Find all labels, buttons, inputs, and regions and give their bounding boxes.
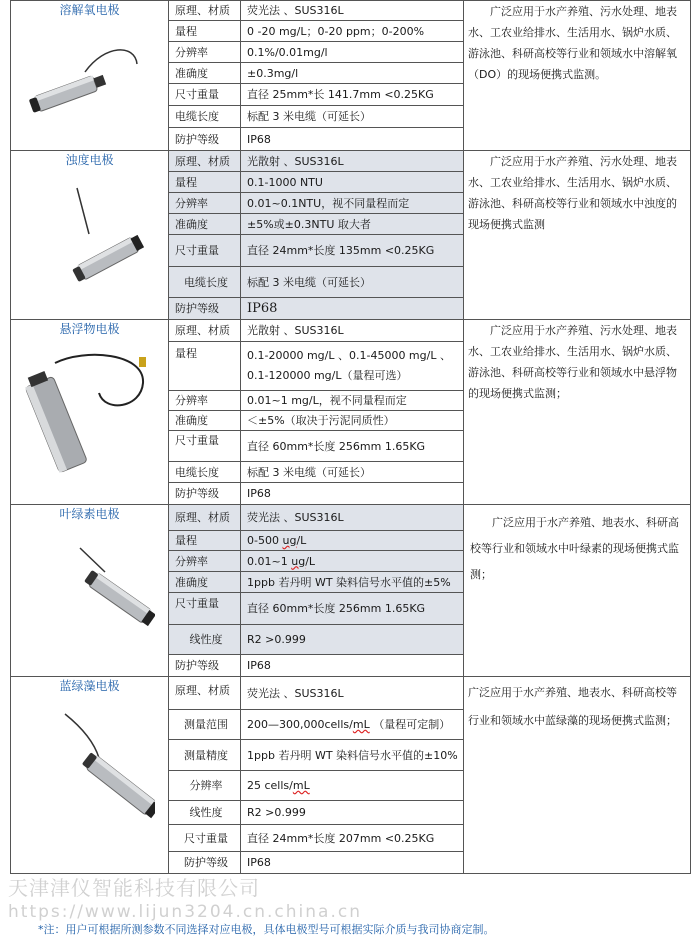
product-description bbox=[464, 505, 691, 677]
spec-label: 准确度 bbox=[169, 214, 241, 235]
product-cell bbox=[11, 1, 169, 151]
product-name: 溶解氧电极 bbox=[59, 3, 120, 17]
spec-value: 200—300,000cells/mL （量程可定制） bbox=[241, 710, 464, 740]
product-name: 叶绿素电极 bbox=[59, 507, 120, 521]
spec-value: IP68 bbox=[241, 483, 464, 505]
spec-label: 量程 bbox=[169, 21, 241, 42]
bga-probe-image bbox=[25, 700, 155, 830]
spec-value: 直径 24mm*长度 207mm <0.25KG bbox=[241, 825, 464, 852]
unit-ug: ug bbox=[291, 554, 306, 568]
spec-value: 标配 3 米电缆（可延长） bbox=[241, 462, 464, 483]
product-name: 悬浮物电极 bbox=[59, 322, 120, 336]
spec-label: 分辨率 bbox=[169, 42, 241, 63]
spec-label: 准确度 bbox=[169, 572, 241, 593]
spec-label: 尺寸重量 bbox=[169, 431, 241, 462]
spec-label: 量程 bbox=[169, 342, 241, 391]
spec-value: 直径 60mm*长度 256mm 1.65KG bbox=[241, 593, 464, 625]
description-text: 广泛应用于水产养殖、污水处理、地表水、工农业给排水、生活用水、锅炉水质、游泳池、科研高校等行业和领域水中溶解氧（DO）的现场便携式监测。 bbox=[468, 5, 677, 81]
watermark-company: 天津津仪智能科技有限公司 bbox=[8, 876, 260, 900]
spec-label: 线性度 bbox=[169, 625, 241, 655]
spec-label: 量程 bbox=[169, 172, 241, 193]
product-name: 浊度电极 bbox=[65, 153, 114, 167]
spec-label: 分辨率 bbox=[169, 771, 241, 801]
spec-value: 0.01~1 ug/L bbox=[241, 551, 464, 572]
unit-ml: mL bbox=[352, 718, 370, 731]
spec-label: 防护等级 bbox=[169, 483, 241, 505]
spec-value: IP68 bbox=[241, 852, 464, 874]
spec-value: IP68 bbox=[241, 655, 464, 677]
do-probe-image bbox=[25, 24, 155, 124]
product-cell bbox=[11, 151, 169, 320]
product-description bbox=[464, 1, 691, 151]
tss-probe-image bbox=[25, 343, 155, 483]
spec-value: 光散射 、SUS316L bbox=[241, 320, 464, 342]
spec-value: 荧光法 、SUS316L bbox=[241, 677, 464, 710]
spec-value: 0 -20 mg/L；0-20 ppm；0-200% bbox=[241, 21, 464, 42]
spec-value: IP68 bbox=[241, 298, 464, 320]
spec-value: ±0.3mg/l bbox=[241, 63, 464, 84]
spec-label: 原理、材质 bbox=[169, 677, 241, 710]
description-text: 广泛应用于水产养殖、地表水、科研高校等行业和领域水中蓝绿藻的现场便携式监测； bbox=[468, 686, 677, 727]
spec-value: 直径 24mm*长度 135mm <0.25KG bbox=[241, 235, 464, 267]
description-text: 广泛应用于水产养殖、地表水、科研高校等行业和领域水中叶绿素的现场便携式监测； bbox=[470, 516, 679, 581]
turbidity-probe-image bbox=[25, 174, 155, 294]
spec-value: 标配 3 米电缆（可延长） bbox=[241, 267, 464, 298]
spec-value: 1ppb 若丹明 WT 染料信号水平值的±5% bbox=[241, 572, 464, 593]
spec-value: 直径 60mm*长度 256mm 1.65KG bbox=[241, 431, 464, 462]
spec-value: 标配 3 米电缆（可延长） bbox=[241, 106, 464, 128]
spec-label: 电缆长度 bbox=[169, 106, 241, 128]
spec-label: 量程 bbox=[169, 531, 241, 551]
spec-value: 0.1%/0.01mg/l bbox=[241, 42, 464, 63]
spec-value: 1ppb 若丹明 WT 染料信号水平值的±10% bbox=[241, 740, 464, 771]
spec-value: R2 >0.999 bbox=[241, 801, 464, 825]
spec-value: 荧光法 、SUS316L bbox=[241, 1, 464, 21]
spec-value: 0.1-1000 NTU bbox=[241, 172, 464, 193]
spec-value: 直径 25mm*长 141.7mm <0.25KG bbox=[241, 84, 464, 106]
spec-label: 准确度 bbox=[169, 63, 241, 84]
product-name: 蓝绿藻电极 bbox=[59, 679, 120, 693]
spec-label: 测量范围 bbox=[169, 710, 241, 740]
chlorophyll-probe-image bbox=[25, 528, 155, 638]
spec-value: 0.01~1 mg/L，视不同量程而定 bbox=[241, 391, 464, 411]
spec-label: 原理、材质 bbox=[169, 320, 241, 342]
spec-label: 分辨率 bbox=[169, 193, 241, 214]
spec-label: 防护等级 bbox=[169, 298, 241, 320]
unit-ml: mL bbox=[292, 779, 310, 792]
spec-value: 0.01~0.1NTU，视不同量程而定 bbox=[241, 193, 464, 214]
spec-label: 尺寸重量 bbox=[169, 235, 241, 267]
spec-value: IP68 bbox=[241, 128, 464, 151]
product-description bbox=[464, 320, 691, 505]
spec-label: 准确度 bbox=[169, 411, 241, 431]
spec-value: R2 >0.999 bbox=[241, 625, 464, 655]
product-cell bbox=[11, 677, 169, 874]
spec-label: 分辨率 bbox=[169, 391, 241, 411]
spec-value: 光散射 、SUS316L bbox=[241, 151, 464, 172]
product-description bbox=[464, 677, 691, 874]
footnote: *注：用户可根据所测参数不同选择对应电极，具体电极型号可根据实际介质与我司协商定制。 bbox=[38, 923, 495, 936]
spec-label: 防护等级 bbox=[169, 655, 241, 677]
product-cell bbox=[11, 505, 169, 677]
spec-label: 尺寸重量 bbox=[169, 825, 241, 852]
spec-value: 0-500 ug/L bbox=[241, 531, 464, 551]
spec-label: 电缆长度 bbox=[169, 462, 241, 483]
spec-value: ＜±5%（取决于污泥同质性） bbox=[241, 411, 464, 431]
spec-label: 分辨率 bbox=[169, 551, 241, 572]
spec-label: 原理、材质 bbox=[169, 1, 241, 21]
watermark-url: https://www.lijun3204.cn.china.cn bbox=[8, 902, 362, 922]
spec-label: 电缆长度 bbox=[169, 267, 241, 298]
description-text: 广泛应用于水产养殖、污水处理、地表水、工农业给排水、生活用水、锅炉水质、游泳池、科研高校等行业和领域水中浊度的现场便携式监测 bbox=[468, 155, 677, 231]
spec-value: 25 cells/mL bbox=[241, 771, 464, 801]
unit-ug: ug bbox=[282, 534, 297, 547]
spec-table bbox=[10, 0, 691, 874]
description-text: 广泛应用于水产养殖、污水处理、地表水、工农业给排水、生活用水、锅炉水质、游泳池、科研高校等行业和领域水中悬浮物的现场便携式监测； bbox=[468, 324, 677, 400]
spec-label: 防护等级 bbox=[169, 852, 241, 874]
spec-label: 线性度 bbox=[169, 801, 241, 825]
product-cell bbox=[11, 320, 169, 505]
spec-label: 防护等级 bbox=[169, 128, 241, 151]
spec-label: 原理、材质 bbox=[169, 505, 241, 531]
spec-label: 测量精度 bbox=[169, 740, 241, 771]
spec-label: 原理、材质 bbox=[169, 151, 241, 172]
spec-value: ±5%或±0.3NTU 取大者 bbox=[241, 214, 464, 235]
spec-value: 0.1-20000 mg/L 、0.1-45000 mg/L 、0.1-120000 mg/L（量程可选） bbox=[241, 342, 464, 391]
product-description bbox=[464, 151, 691, 320]
spec-value: 荧光法 、SUS316L bbox=[241, 505, 464, 531]
spec-label: 尺寸重量 bbox=[169, 84, 241, 106]
spec-label: 尺寸重量 bbox=[169, 593, 241, 625]
